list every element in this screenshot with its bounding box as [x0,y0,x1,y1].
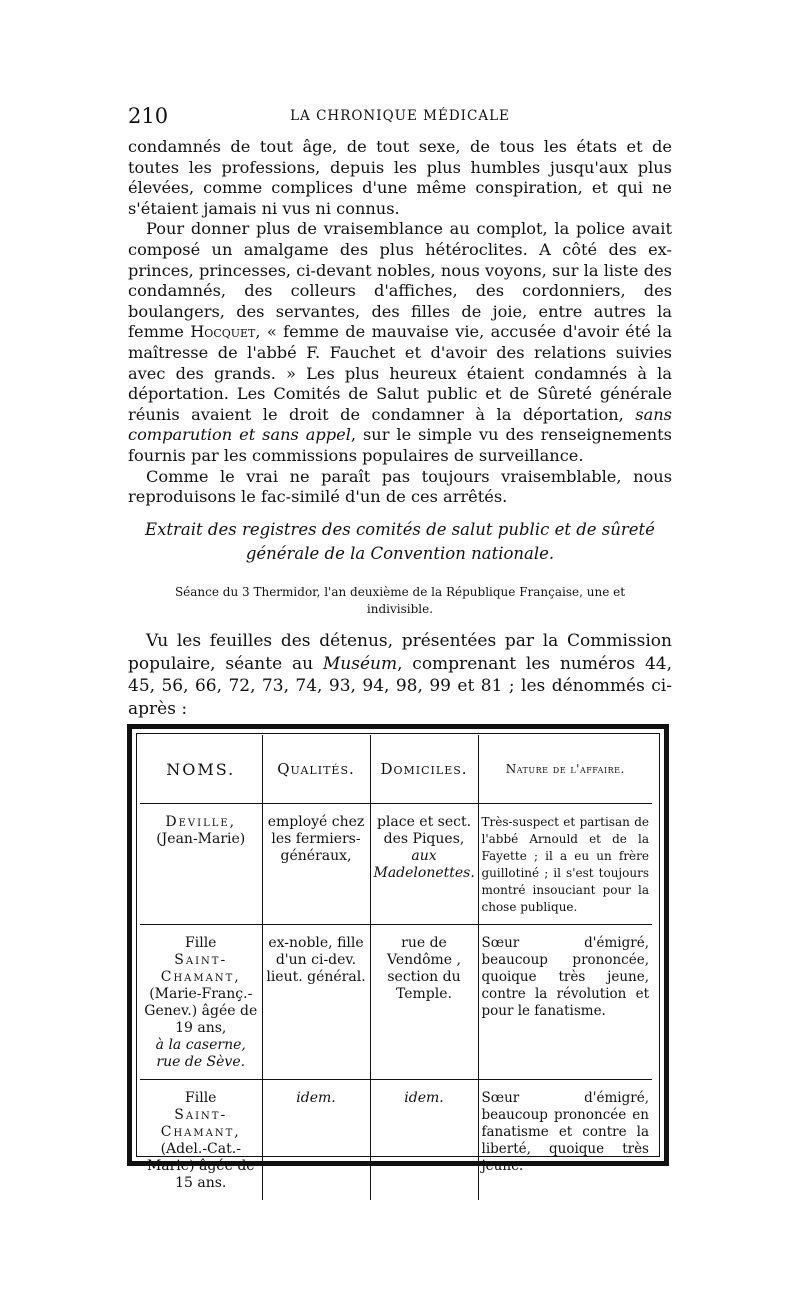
register-table [140,735,652,1200]
paragraph-2-text-a: Pour donner plus de vraisemblance au complot, la police avait composé un amalgame des plus hétéroclites. A côté des ex-princes, princesses, ci-devant nobles, nous voyons, sur la liste des condamnés, des colleurs d'affiches, des cordonniers, des boulangers, des servantes, des filles de joie, entre autres la femme [128,219,672,342]
table-row [140,1080,652,1201]
cell-nature: Très-suspect et partisan de l'abbé Arnould et de la Fayette ; il a eu un frère guillotiné ; il s'est toujours montré insouciant pour la chose publique. [478,804,652,925]
running-title: LA CHRONIQUE MÉDICALE [290,108,510,124]
header-noms: NOMS. [140,735,262,804]
cell-qualite: idem. [262,1080,370,1201]
name-prefix: Fille [185,935,217,951]
cell-qualite: ex-noble, fille d'un ci-dev. lieut. général. [262,925,370,1080]
vu-text-b: , comprenant les numéros 44, 45, 56, 66, 72, 73, 74, 93, 94, 98, 99 et 81 ; les dénommés ci-après : [128,653,672,719]
paragraph-2-text-c: , sur le simple vu des renseignements fournis par les commissions populaires de surveillance. [128,425,672,465]
table-row [140,925,652,1080]
seance-line-1: Séance du 3 Thermidor, l'an deuxième de la République Française, une et [174,585,626,599]
page-header [128,104,672,130]
cell-name [140,1080,262,1201]
paragraph-2 [128,219,672,466]
paragraph-2-italic: sans comparution et sans appel [128,404,672,445]
seance-line-2: indivisible. [366,602,434,616]
cell-nature: Sœur d'émigré, beaucoup prononcée, quoique très jeune, contre la révolution et pour le fanatisme. [478,925,652,1080]
cell-domicile [370,804,478,925]
vu-text-a: Vu les feuilles des détenus, présentées par la Commission populaire, séante au [128,631,672,674]
paragraph-2-name: Hocquet [190,322,256,342]
name: Saint-Chamant, [160,952,241,985]
vu-paragraph [128,630,672,720]
header-qualites: Qualités. [262,735,370,804]
name-extra: (Marie-Franç.-Genev.) âgée de 19 ans, [144,986,258,1036]
name-extra: (Jean-Marie) [156,831,246,847]
paragraph-1: condamnés de tout âge, de tout sexe, de tous les états et de toutes les professions, depuis les plus humbles jusqu'aux plus élevées, comme complices d'une même conspiration, et qui ne s'étaient jamais ni vus ni connus. [128,137,672,218]
name-extra: (Adel.-Cat.-Marie) âgée de 15 ans. [146,1141,255,1191]
name: Saint-Chamant, [160,1107,241,1140]
paragraph-3: Comme le vrai ne paraît pas toujours vraisemblable, nous reproduisons le fac-similé d'un de ces arrêtés. [128,466,672,507]
name-prefix: Fille [185,1090,217,1106]
name-italic: à la caserne, rue de Sève. [155,1037,246,1070]
domicile-italic: aux Madelonettes. [373,848,475,881]
paragraph-2-text-b: , « femme de mauvaise vie, accusée d'avoir été la maîtresse de l'abbé F. Fauchet et d'avoir des relations suivies avec des grands. » Les plus heureux étaient condamnés à la déportation. Les Comités de Salut public et de Sûreté générale réunis avaient le droit de condamner à la déportation, [128,322,673,424]
cell-qualite: employé chez les fermiers-généraux, [262,804,370,925]
body-text [128,137,672,508]
extract-title [128,518,672,566]
domicile-text: place et sect. des Piques, [376,814,472,847]
table-row [140,804,652,925]
vu-italic: Muséum [322,653,398,674]
extract-title-line-2: générale de la Convention nationale. [245,544,555,563]
name: Deville, [165,814,237,830]
table-header-row [140,735,652,804]
cell-name [140,804,262,925]
register-table-frame [127,724,669,1191]
extract-title-line-1: Extrait des registres des comités de salut public et de sûreté [145,520,655,539]
seance-line [150,584,650,618]
cell-nature: Sœur d'émigré, beaucoup prononcée en fanatisme et contre la liberté, quoique très jeune. [478,1080,652,1201]
header-domiciles: Domiciles. [370,735,478,804]
cell-domicile: rue de Vendôme , section du Temple. [370,925,478,1080]
cell-name [140,925,262,1080]
cell-domicile: idem. [370,1080,478,1201]
page-number: 210 [128,104,169,128]
header-nature: Nature de l'affaire. [478,735,652,804]
